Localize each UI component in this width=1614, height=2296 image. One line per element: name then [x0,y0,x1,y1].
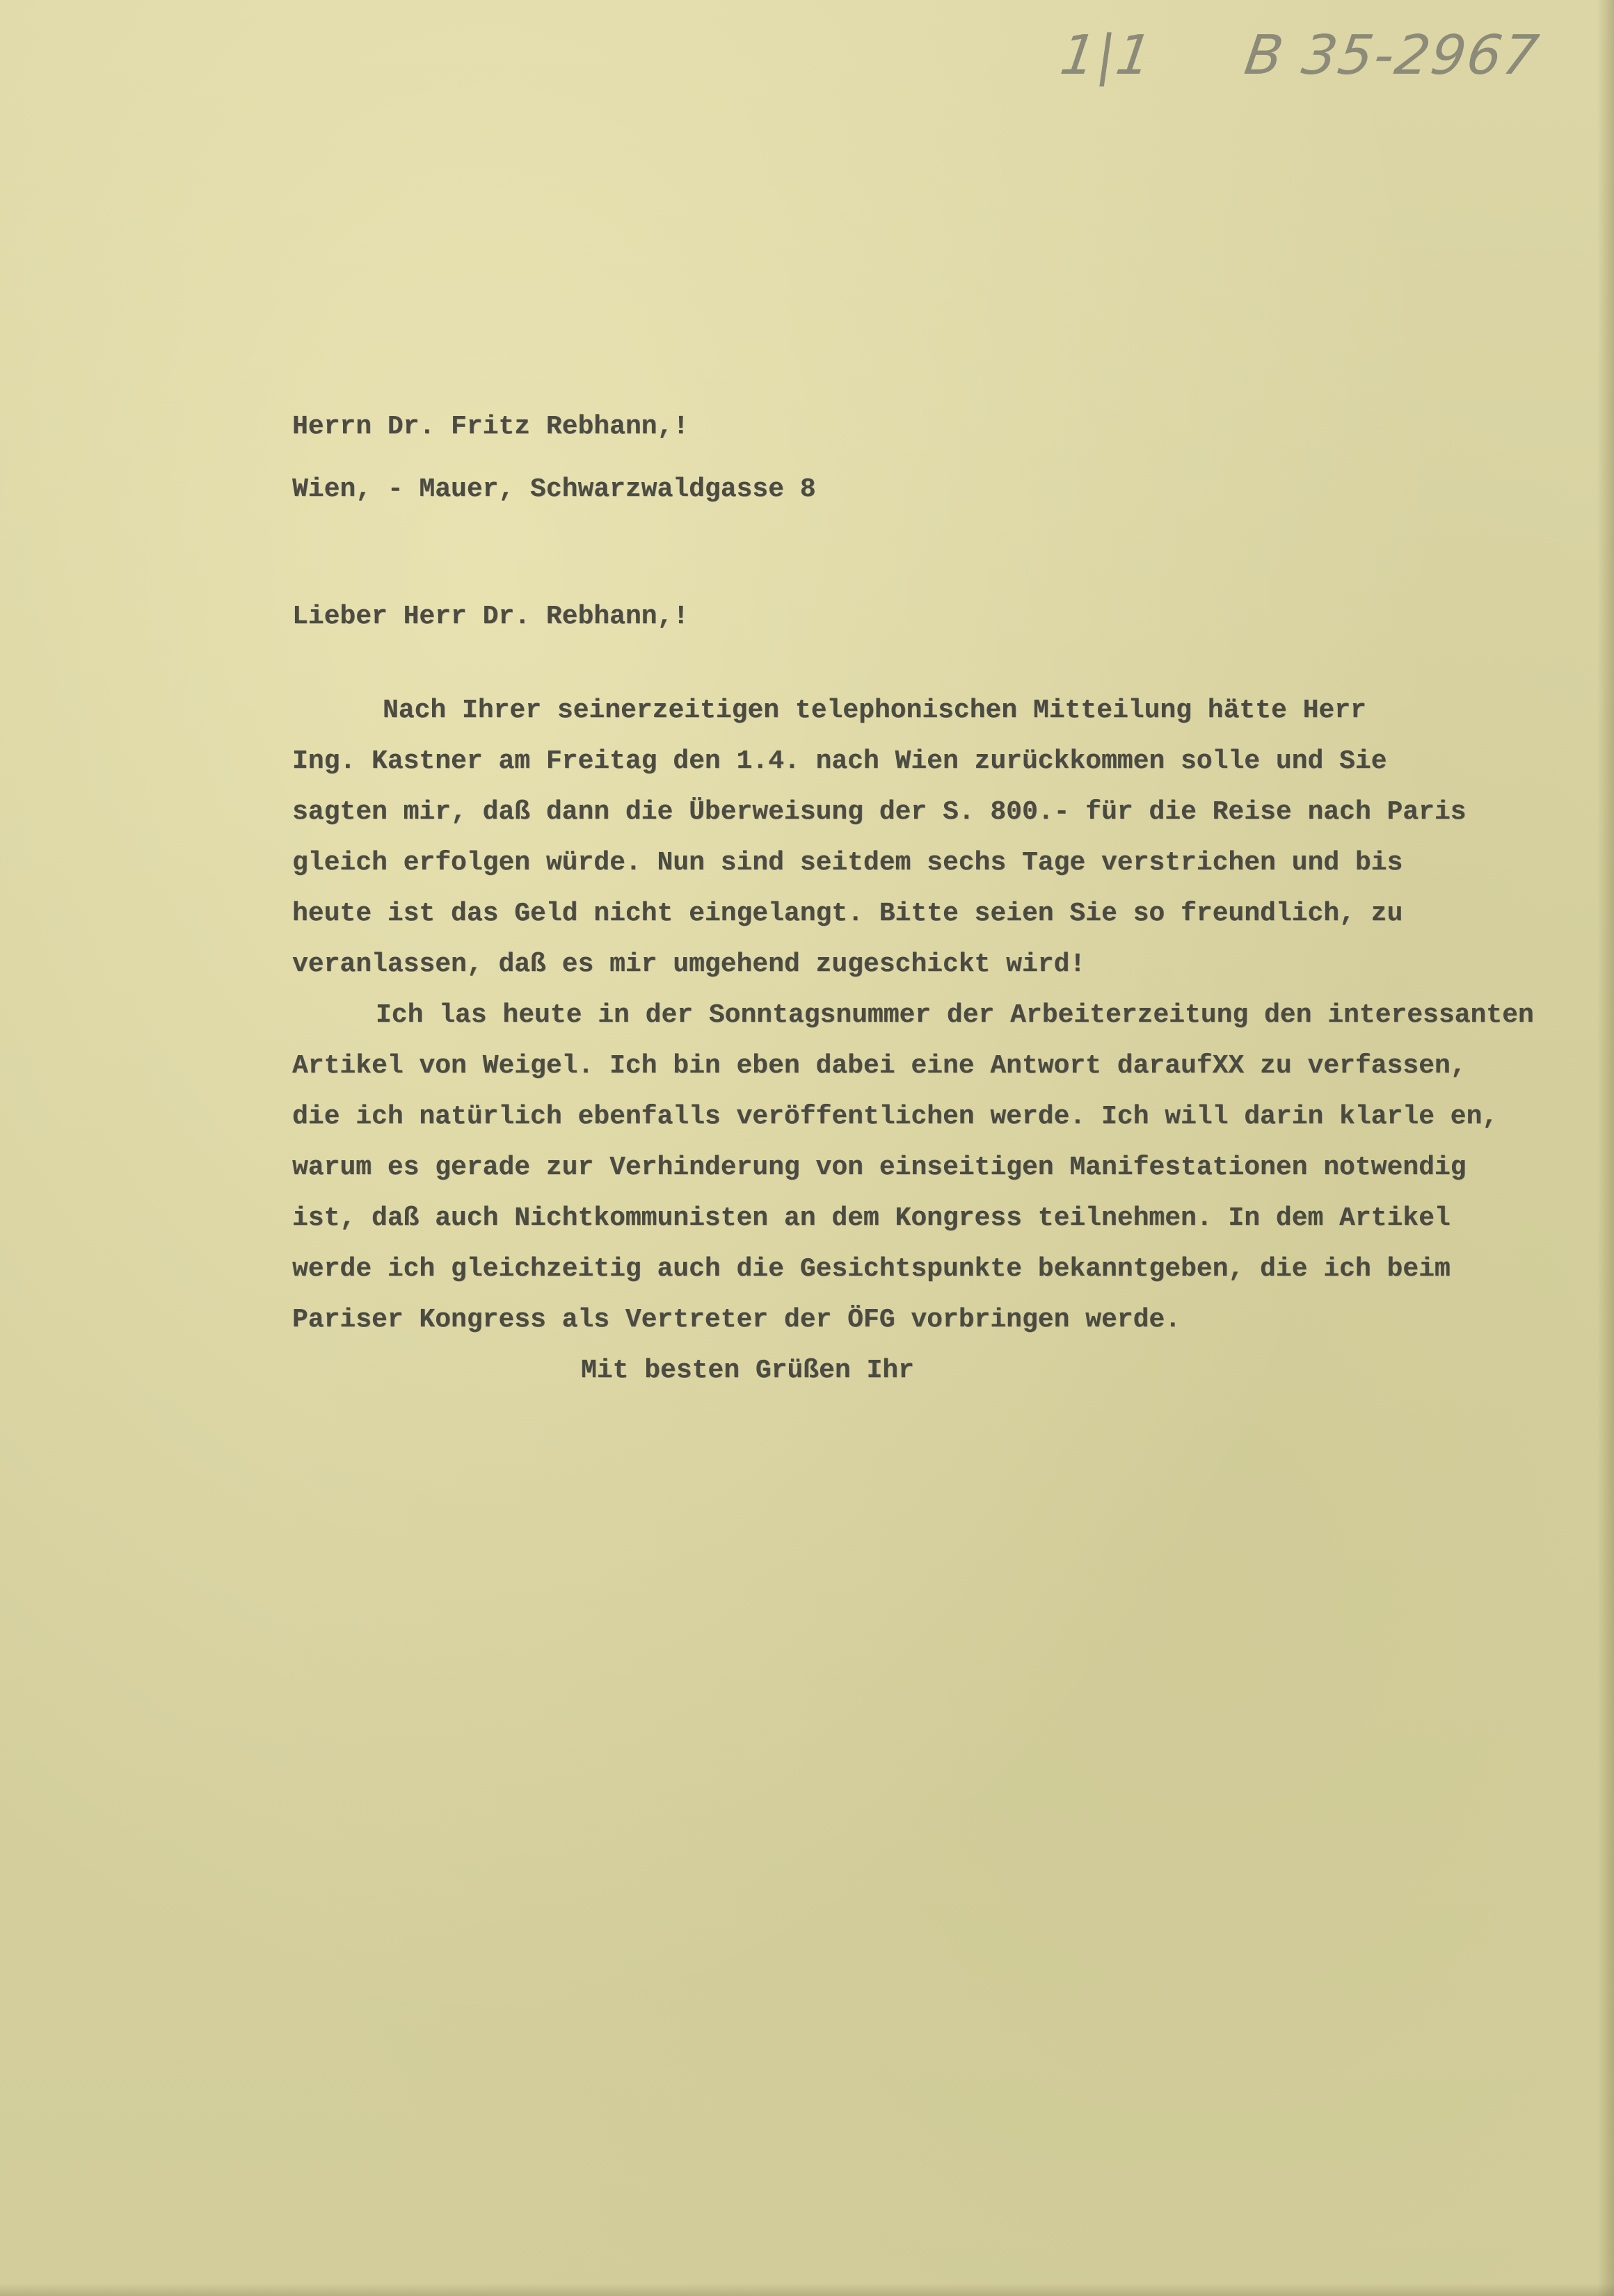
paragraph-2-line: Ich las heute in der Sonntagsnummer der Arbeiterzeitung den interessanten [376,1000,1534,1030]
letter-body [292,685,1586,1396]
recipient-name: Herrn Dr. Fritz Rebhann,! [292,412,689,442]
paragraph-2-line: die ich natürlich ebenfalls veröffentlichen werde. Ich will darin klarle en, [292,1102,1499,1132]
recipient-address: Wien, - Mauer, Schwarzwaldgasse 8 [292,474,816,504]
paragraph-1-line: veranlassen, daß es mir umgehend zugeschickt wird! [292,949,1086,979]
archive-page-marker: 1|1 [1056,24,1157,87]
page-edge-shadow-right [1597,0,1614,2296]
closing: Mit besten Grüßen Ihr [581,1356,914,1386]
archive-reference-number: B 35-2967 [1240,24,1544,87]
paragraph-2-line: werde ich gleichzeitig auch die Gesichtspunkte bekanntgeben, die ich beim [292,1254,1451,1284]
paragraph-1-line: Ing. Kastner am Freitag den 1.4. nach Wien zurückkommen solle und Sie [292,746,1387,776]
paragraph-1-line: Nach Ihrer seinerzeitigen telephonischen Mitteilung hätte Herr [383,696,1366,725]
paragraph-2-line: warum es gerade zur Verhinderung von einseitigen Manifestationen notwendig [292,1153,1467,1182]
paragraph-1-line: heute ist das Geld nicht eingelangt. Bitte seien Sie so freundlich, zu [292,899,1403,929]
page-edge-shadow-bottom [0,2283,1614,2296]
salutation: Lieber Herr Dr. Rebhann,! [292,602,689,632]
paragraph-2-line: ist, daß auch Nichtkommunisten an dem Kongress teilnehmen. In dem Artikel [292,1203,1451,1233]
paragraph-2-line: Pariser Kongress als Vertreter der ÖFG vorbringen werde. [292,1305,1181,1335]
paragraph-1-line: gleich erfolgen würde. Nun sind seitdem sechs Tage verstrichen und bis [292,848,1403,878]
paragraph-2-line: Artikel von Weigel. Ich bin eben dabei eine Antwort daraufXX zu verfassen, [292,1051,1467,1081]
paragraph-1-line: sagten mir, daß dann die Überweisung der S. 800.- für die Reise nach Paris [292,797,1467,827]
